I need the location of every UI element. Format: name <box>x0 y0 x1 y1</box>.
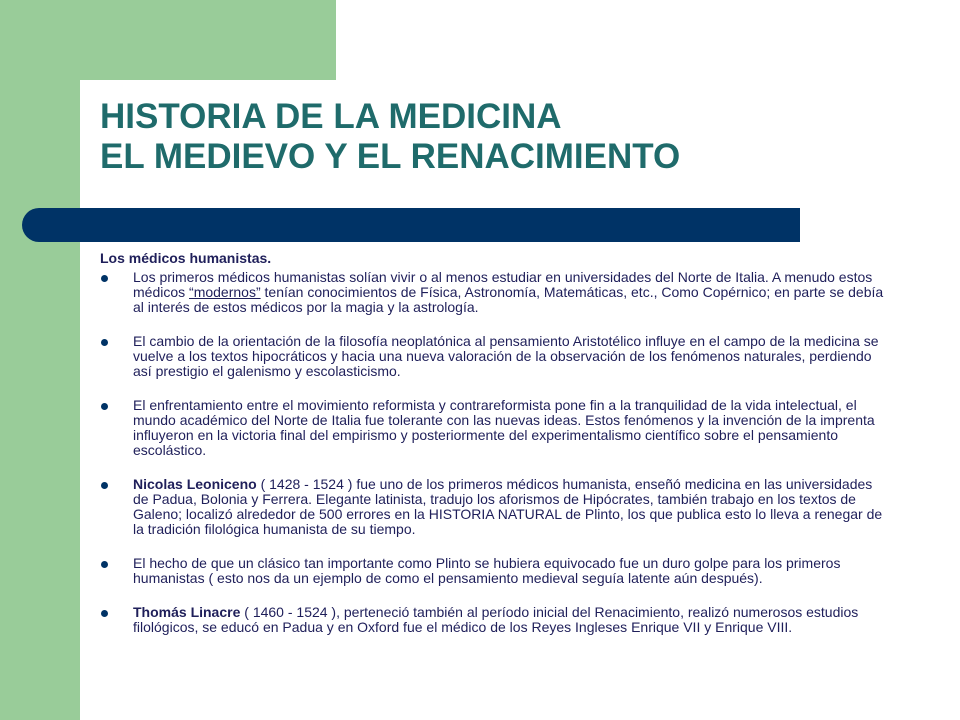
bullet-item <box>100 398 890 458</box>
bullet-bold-name: Nicolas Leoniceno <box>133 476 257 492</box>
bullet-text: El enfrentamiento entre el movimiento reformista y contrareformista pone fin a la tranquilidad de la vida intelectual, el mundo académico del Norte de Italia fue tolerante con las nuevas ideas. Estos fenómenos y la invención de la imprenta influyeron en la victoria final del empirismo y posteriormente del experimentalismo científico sobre el pensamiento escolástico. <box>133 397 875 458</box>
section-heading: Los médicos humanistas. <box>100 250 272 266</box>
bullet-underlined-text: “modernos” <box>189 284 261 300</box>
bullet-dot-icon <box>101 403 108 410</box>
bullet-text: El hecho de que un clásico tan importante como Plinto se hubiera equivocado fue un duro golpe para los primeros humanistas ( esto nos da un ejemplo de como el pensamiento medieval seguía latente aún después). <box>133 555 841 586</box>
bullet-bold-name: Thomás Linacre <box>133 604 241 620</box>
bullet-dot-icon <box>101 339 108 346</box>
title-line-2: EL MEDIEVO Y EL RENACIMIENTO <box>100 137 681 176</box>
bullet-item <box>100 605 890 635</box>
bullet-text: ( 1428 - 1524 ) fue uno de los primeros médicos humanista, enseñó medicina en las universidades de Padua, Bolonia y Ferrera. Elegante latinista, tradujo los aforismos de Hipócrates, también trabajo en los textos de Galeno; localizó alrededor de 500 errores en la HISTORIA NATURAL de Plinto, los que publica esto lo lleva a renegar de la tradición filológica humanista de su tiempo. <box>133 476 883 537</box>
bullet-text: Los primeros médicos humanistas solían vivir o al menos estudiar en universidades del Norte de Italia. A menudo estos médicos <box>133 269 873 300</box>
slide-title <box>100 97 940 177</box>
bullet-text: ( 1460 - 1524 ), perteneció también al período inicial del Renacimiento, realizó numerosos estudios filológicos, se educó en Padua y en Oxford fue el médico de los Reyes Ingleses Enrique VII y Enrique VIII. <box>133 604 859 635</box>
bullet-item <box>100 334 890 379</box>
bullet-dot-icon <box>101 275 108 282</box>
bullet-dot-icon <box>101 561 108 568</box>
slide-content <box>100 251 890 654</box>
divider-bar <box>22 208 800 242</box>
bullet-list <box>100 270 890 635</box>
bullet-dot-icon <box>101 610 108 617</box>
title-background-strip <box>0 80 80 210</box>
bullet-item <box>100 556 890 586</box>
bullet-item <box>100 477 890 537</box>
bullet-text: El cambio de la orientación de la filosofía neoplatónica al pensamiento Aristotélico influye en el campo de la medicina se vuelve a los textos hipocráticos y hacia una nueva valoración de la observación de los fenómenos naturales, perdiendo así prestigio el galenismo y escolasticismo. <box>133 333 879 379</box>
title-line-1: HISTORIA DE LA MEDICINA <box>100 97 562 136</box>
bullet-dot-icon <box>101 482 108 489</box>
bullet-item <box>100 270 890 315</box>
bullet-text: tenían conocimientos de Física, Astronomía, Matemáticas, etc., Como Copérnico; en parte se debía al interés de estos médicos por la magia y la astrología. <box>133 284 884 315</box>
